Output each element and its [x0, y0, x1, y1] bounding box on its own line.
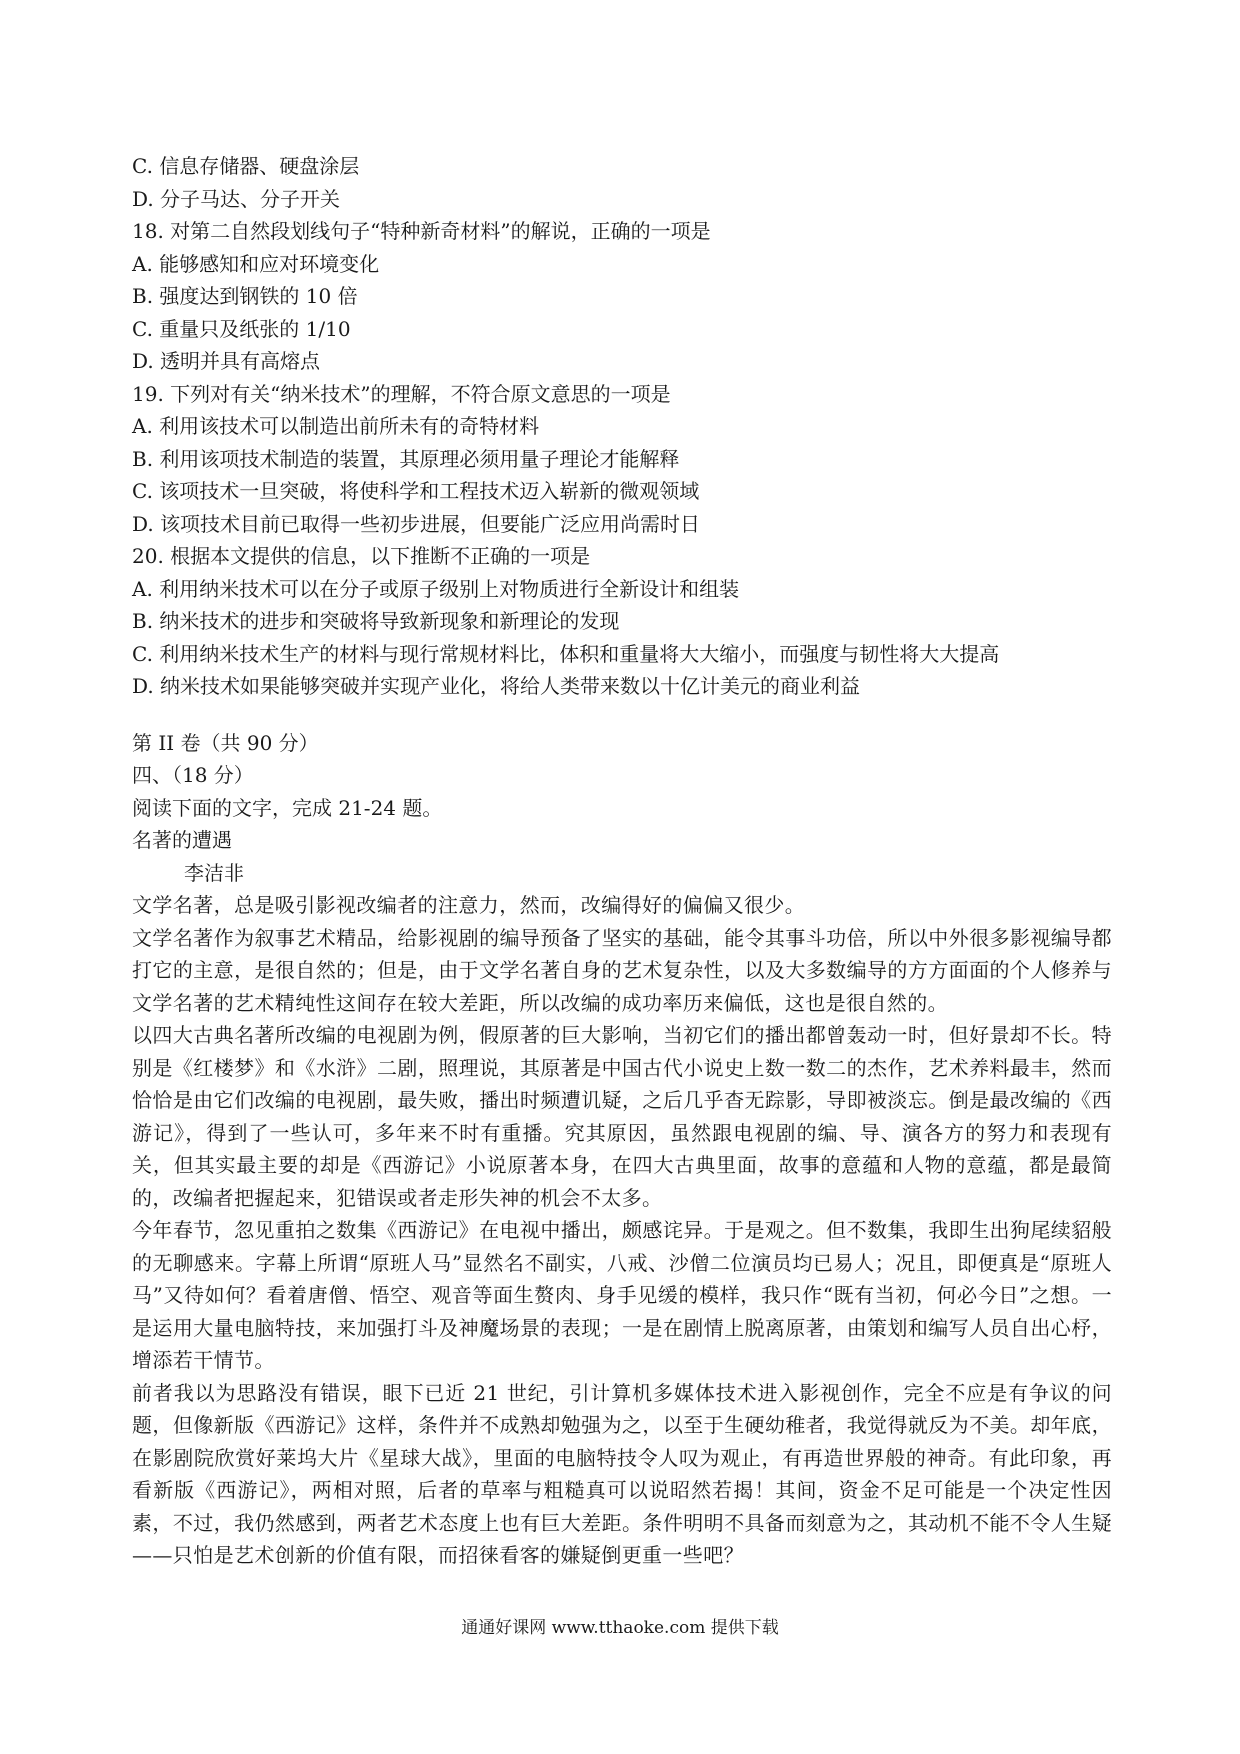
- option-20d: D. 纳米技术如果能够突破并实现产业化，将给人类带来数以十亿计美元的商业利益: [132, 674, 861, 698]
- option-19b: B. 利用该项技术制造的装置，其原理必须用量子理论才能解释: [132, 446, 680, 471]
- section-gap: [132, 703, 1112, 727]
- page-content: [132, 150, 1112, 1572]
- option-18d: D. 透明并具有高熔点: [132, 349, 321, 373]
- article-title: 名著的遭遇: [132, 828, 232, 852]
- article-author: 李洁非: [184, 860, 244, 885]
- paragraph: 今年春节，忽见重拍之数集《西游记》在电视中播出，颇感诧异。于是观之。但不数集，我即生出狗尾续貂般的无聊感来。字幕上所谓“原班人马”显然名不副实，八戒、沙僧二位演员均已易人；况且，即便真是“原班人马”又待如何？看着唐僧、悟空、观音等面生赘肉、身手见缓的模样，我只作“既有当初，何必今日”之想。一是运用大量电脑特技，来加强打斗及神魔场景的表现；一是在剧情上脱离原著，由策划和编写人员自出心杼，增添若干情节。: [132, 1218, 1112, 1372]
- option-18b: B. 强度达到钢铁的 10 倍: [132, 284, 358, 308]
- option-17d: D. 分子马达、分子开关: [132, 186, 341, 211]
- option-17c: C. 信息存储器、硬盘涂层: [132, 154, 360, 178]
- section-header: [132, 727, 1112, 890]
- option-19d: D. 该项技术目前已取得一些初步进展，但要能广泛应用尚需时日: [132, 511, 701, 536]
- volume-heading: 第 II 卷（共 90 分）: [132, 730, 319, 755]
- paragraph: 以四大古典名著所改编的电视剧为例，假原著的巨大影响，当初它们的播出都曾轰动一时，但好景却不长。特别是《红楼梦》和《水浒》二剧，照理说，其原著是中国古代小说史上数一数二的杰作，艺术养料最丰，然而恰恰是由它们改编的电视剧，最失败，播出时频遭讥疑，之后几乎杳无踪影，导即被淡忘。倒是最改编的《西游记》，得到了一些认可，多年来不时有重播。究其原因，虽然跟电视剧的编、导、演各方的努力和表现有关，但其实最主要的却是《西游记》小说原著本身，在四大古典里面，故事的意蕴和人物的意蕴，都是最简的，改编者把握起来，犯错误或者走形失神的机会不太多。: [132, 1023, 1112, 1210]
- page-footer: 通通好课网 www.tthaoke.com 提供下载: [461, 1618, 779, 1638]
- question-20: 20. 根据本文提供的信息，以下推断不正确的一项是: [132, 544, 591, 568]
- option-18a: A. 能够感知和应对环境变化: [132, 251, 380, 276]
- option-19a: A. 利用该技术可以制造出前所未有的奇特材料: [132, 414, 540, 438]
- part-heading: 四、（18 分）: [132, 763, 254, 787]
- paragraph: 前者我以为思路没有错误，眼下已近 21 世纪，引计算机多媒体技术进入影视创作，完全不应是有争议的问题，但像新版《西游记》这样，条件并不成熟却勉强为之，以至于生硬幼稚者，我觉得就反为不美。却年底，在影剧院欣赏好莱坞大片《星球大战》，里面的电脑特技令人叹为观止，有再造世界般的神奇。有此印象，再看新版《西游记》，两相对照，后者的草率与粗糙真可以说昭然若揭！其间，资金不足可能是一个决定性因素，不过，我仍然感到，两者艺术态度上也有巨大差距。条件明明不具备而刻意为之，其动机不能不令人生疑——只怕是艺术创新的价值有限，而招徕看客的嫌疑倒更重一些吧？: [132, 1380, 1112, 1567]
- reading-instruction: 阅读下面的文字，完成 21-24 题。: [132, 795, 443, 820]
- option-20a: A. 利用纳米技术可以在分子或原子级别上对物质进行全新设计和组装: [132, 576, 740, 601]
- paragraph: 文学名著，总是吸引影视改编者的注意力，然而，改编得好的偏偏又很少。: [132, 893, 806, 917]
- option-20b: B. 纳米技术的进步和突破将导致新现象和新理论的发现: [132, 609, 620, 633]
- option-18c: C. 重量只及纸张的 1/10: [132, 316, 351, 341]
- option-20c: C. 利用纳米技术生产的材料与现行常规材料比，体积和重量将大大缩小，而强度与韧性将大大提高: [132, 641, 1000, 666]
- article-passage: [132, 889, 1112, 1572]
- paragraph: 文学名著作为叙事艺术精品，给影视剧的编导预备了坚实的基础，能令其事斗功倍，所以中外很多影视编导都打它的主意，是很自然的；但是，由于文学名著自身的艺术复杂性，以及大多数编导的方方面面的个人修养与文学名著的艺术精纯性这间存在较大差距，所以改编的成功率历来偏低，这也是很自然的。: [132, 925, 1112, 1015]
- question-19: 19. 下列对有关“纳米技术”的理解，不符合原文意思的一项是: [132, 381, 671, 406]
- question-18: 18. 对第二自然段划线句子“特种新奇材料”的解说，正确的一项是: [132, 219, 711, 243]
- option-19c: C. 该项技术一旦突破，将使科学和工程技术迈入崭新的微观领域: [132, 479, 700, 503]
- question-list: [132, 150, 1112, 703]
